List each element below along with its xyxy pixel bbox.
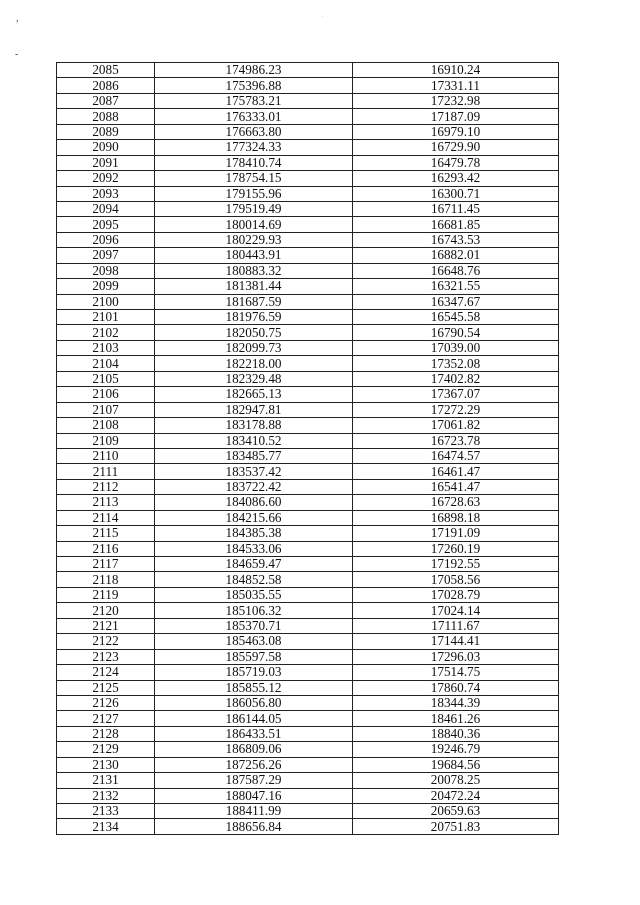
value-b-cell: 17058.56: [353, 572, 559, 587]
table-row: [57, 217, 559, 232]
value-a-cell: 183178.88: [155, 418, 353, 433]
year-cell: 2088: [57, 109, 155, 124]
value-b-cell: 16979.10: [353, 124, 559, 139]
value-a-cell: 186144.05: [155, 711, 353, 726]
value-a-cell: 182665.13: [155, 387, 353, 402]
value-b-cell: 20751.83: [353, 819, 559, 834]
value-b-cell: 20078.25: [353, 773, 559, 788]
table-row: [57, 804, 559, 819]
value-b-cell: 20472.24: [353, 788, 559, 803]
value-a-cell: 182947.81: [155, 402, 353, 417]
value-b-cell: 16545.58: [353, 310, 559, 325]
value-a-cell: 184385.38: [155, 526, 353, 541]
year-cell: 2087: [57, 93, 155, 108]
value-a-cell: 188656.84: [155, 819, 353, 834]
value-a-cell: 187256.26: [155, 757, 353, 772]
table-row: [57, 479, 559, 494]
year-cell: 2098: [57, 263, 155, 278]
year-cell: 2104: [57, 356, 155, 371]
value-a-cell: 182218.00: [155, 356, 353, 371]
table-row: [57, 665, 559, 680]
value-b-cell: 16541.47: [353, 479, 559, 494]
year-cell: 2115: [57, 526, 155, 541]
year-cell: 2134: [57, 819, 155, 834]
value-a-cell: 178754.15: [155, 171, 353, 186]
table-row: [57, 695, 559, 710]
value-b-cell: 18461.26: [353, 711, 559, 726]
value-b-cell: 17296.03: [353, 649, 559, 664]
table-row: [57, 78, 559, 93]
table-row: [57, 711, 559, 726]
table-row: [57, 680, 559, 695]
year-cell: 2103: [57, 340, 155, 355]
table-row: [57, 819, 559, 834]
table-row: [57, 63, 559, 78]
year-cell: 2117: [57, 557, 155, 572]
value-b-cell: 16347.67: [353, 294, 559, 309]
value-b-cell: 16321.55: [353, 279, 559, 294]
value-a-cell: 186809.06: [155, 742, 353, 757]
scan-speck: .: [322, 13, 324, 19]
year-cell: 2111: [57, 464, 155, 479]
value-a-cell: 181687.59: [155, 294, 353, 309]
value-b-cell: 16648.76: [353, 263, 559, 278]
value-b-cell: 16293.42: [353, 171, 559, 186]
value-a-cell: 185035.55: [155, 587, 353, 602]
table-row: [57, 742, 559, 757]
value-a-cell: 182050.75: [155, 325, 353, 340]
value-a-cell: 186433.51: [155, 726, 353, 741]
value-b-cell: 18344.39: [353, 695, 559, 710]
table-row: [57, 757, 559, 772]
table-row: [57, 433, 559, 448]
year-cell: 2097: [57, 248, 155, 263]
value-b-cell: 16910.24: [353, 63, 559, 78]
value-a-cell: 183410.52: [155, 433, 353, 448]
value-a-cell: 180443.91: [155, 248, 353, 263]
value-a-cell: 187587.29: [155, 773, 353, 788]
table-row: [57, 263, 559, 278]
table-row: [57, 93, 559, 108]
value-b-cell: 17272.29: [353, 402, 559, 417]
table-row: [57, 541, 559, 556]
value-b-cell: 16723.78: [353, 433, 559, 448]
year-cell: 2108: [57, 418, 155, 433]
value-b-cell: 16474.57: [353, 448, 559, 463]
value-a-cell: 180014.69: [155, 217, 353, 232]
value-b-cell: 17039.00: [353, 340, 559, 355]
value-b-cell: 17402.82: [353, 371, 559, 386]
year-cell: 2096: [57, 232, 155, 247]
year-cell: 2120: [57, 603, 155, 618]
value-b-cell: 17514.75: [353, 665, 559, 680]
table-row: [57, 325, 559, 340]
year-cell: 2102: [57, 325, 155, 340]
value-b-cell: 17144.41: [353, 634, 559, 649]
value-b-cell: 17860.74: [353, 680, 559, 695]
year-cell: 2105: [57, 371, 155, 386]
value-b-cell: 16300.71: [353, 186, 559, 201]
table-row: [57, 788, 559, 803]
table-row: [57, 402, 559, 417]
value-b-cell: 17352.08: [353, 356, 559, 371]
value-a-cell: 184215.66: [155, 510, 353, 525]
year-cell: 2121: [57, 618, 155, 633]
value-a-cell: 185597.58: [155, 649, 353, 664]
value-a-cell: 178410.74: [155, 155, 353, 170]
year-cell: 2128: [57, 726, 155, 741]
value-b-cell: 20659.63: [353, 804, 559, 819]
year-cell: 2129: [57, 742, 155, 757]
table-row: [57, 587, 559, 602]
table-row: [57, 340, 559, 355]
table-row: [57, 356, 559, 371]
table-row: [57, 649, 559, 664]
value-b-cell: 17028.79: [353, 587, 559, 602]
value-b-cell: 16882.01: [353, 248, 559, 263]
year-cell: 2125: [57, 680, 155, 695]
value-a-cell: 180883.32: [155, 263, 353, 278]
value-a-cell: 182099.73: [155, 340, 353, 355]
year-cell: 2093: [57, 186, 155, 201]
table-row: [57, 155, 559, 170]
year-cell: 2119: [57, 587, 155, 602]
year-cell: 2124: [57, 665, 155, 680]
year-cell: 2099: [57, 279, 155, 294]
value-a-cell: 185106.32: [155, 603, 353, 618]
year-cell: 2094: [57, 201, 155, 216]
value-b-cell: 17024.14: [353, 603, 559, 618]
year-cell: 2130: [57, 757, 155, 772]
value-a-cell: 186056.80: [155, 695, 353, 710]
value-a-cell: 175396.88: [155, 78, 353, 93]
value-b-cell: 16729.90: [353, 140, 559, 155]
table-row: [57, 186, 559, 201]
table-row: [57, 618, 559, 633]
year-cell: 2114: [57, 510, 155, 525]
year-cell: 2100: [57, 294, 155, 309]
year-cell: 2090: [57, 140, 155, 155]
table-row: [57, 773, 559, 788]
table-row: [57, 448, 559, 463]
value-a-cell: 188411.99: [155, 804, 353, 819]
value-a-cell: 184086.60: [155, 495, 353, 510]
year-cell: 2133: [57, 804, 155, 819]
value-a-cell: 184852.58: [155, 572, 353, 587]
year-cell: 2127: [57, 711, 155, 726]
table-row: [57, 603, 559, 618]
year-cell: 2106: [57, 387, 155, 402]
value-a-cell: 180229.93: [155, 232, 353, 247]
value-b-cell: 17191.09: [353, 526, 559, 541]
value-b-cell: 16728.63: [353, 495, 559, 510]
value-a-cell: 185719.03: [155, 665, 353, 680]
year-cell: 2131: [57, 773, 155, 788]
table-row: [57, 526, 559, 541]
value-a-cell: 185855.12: [155, 680, 353, 695]
value-b-cell: 16681.85: [353, 217, 559, 232]
table-row: [57, 418, 559, 433]
value-b-cell: 16461.47: [353, 464, 559, 479]
value-a-cell: 182329.48: [155, 371, 353, 386]
value-a-cell: 181976.59: [155, 310, 353, 325]
table-row: [57, 201, 559, 216]
table-row: [57, 248, 559, 263]
year-cell: 2101: [57, 310, 155, 325]
table-row: [57, 232, 559, 247]
value-a-cell: 175783.21: [155, 93, 353, 108]
value-a-cell: 184659.47: [155, 557, 353, 572]
year-cell: 2122: [57, 634, 155, 649]
value-a-cell: 179519.49: [155, 201, 353, 216]
table-row: [57, 510, 559, 525]
year-cell: 2118: [57, 572, 155, 587]
year-cell: 2113: [57, 495, 155, 510]
value-a-cell: 174986.23: [155, 63, 353, 78]
year-cell: 2110: [57, 448, 155, 463]
value-a-cell: 185370.71: [155, 618, 353, 633]
year-cell: 2132: [57, 788, 155, 803]
value-a-cell: 179155.96: [155, 186, 353, 201]
year-cell: 2095: [57, 217, 155, 232]
value-b-cell: 16898.18: [353, 510, 559, 525]
year-cell: 2085: [57, 63, 155, 78]
year-cell: 2091: [57, 155, 155, 170]
value-a-cell: 181381.44: [155, 279, 353, 294]
value-a-cell: 188047.16: [155, 788, 353, 803]
value-a-cell: 183485.77: [155, 448, 353, 463]
value-b-cell: 17232.98: [353, 93, 559, 108]
value-b-cell: 16790.54: [353, 325, 559, 340]
year-cell: 2086: [57, 78, 155, 93]
value-a-cell: 176333.01: [155, 109, 353, 124]
value-b-cell: 17331.11: [353, 78, 559, 93]
value-b-cell: 16711.45: [353, 201, 559, 216]
table-body: [57, 63, 559, 835]
value-a-cell: 183722.42: [155, 479, 353, 494]
year-cell: 2116: [57, 541, 155, 556]
value-b-cell: 17260.19: [353, 541, 559, 556]
year-cell: 2109: [57, 433, 155, 448]
value-b-cell: 18840.36: [353, 726, 559, 741]
value-b-cell: 17061.82: [353, 418, 559, 433]
table-row: [57, 310, 559, 325]
table-row: [57, 294, 559, 309]
value-b-cell: 17367.07: [353, 387, 559, 402]
year-cell: 2123: [57, 649, 155, 664]
value-b-cell: 16479.78: [353, 155, 559, 170]
value-b-cell: 16743.53: [353, 232, 559, 247]
value-a-cell: 185463.08: [155, 634, 353, 649]
value-b-cell: 19684.56: [353, 757, 559, 772]
table-row: [57, 572, 559, 587]
table-row: [57, 371, 559, 386]
table-row: [57, 495, 559, 510]
table-row: [57, 279, 559, 294]
table-row: [57, 140, 559, 155]
table-row: [57, 634, 559, 649]
table-row: [57, 171, 559, 186]
table-row: [57, 726, 559, 741]
margin-mark: ,: [16, 13, 19, 24]
table-row: [57, 109, 559, 124]
year-cell: 2089: [57, 124, 155, 139]
table-row: [57, 464, 559, 479]
margin-mark: -: [15, 49, 19, 60]
value-a-cell: 183537.42: [155, 464, 353, 479]
value-b-cell: 17187.09: [353, 109, 559, 124]
table-row: [57, 124, 559, 139]
value-a-cell: 177324.33: [155, 140, 353, 155]
year-cell: 2107: [57, 402, 155, 417]
table-row: [57, 557, 559, 572]
value-b-cell: 19246.79: [353, 742, 559, 757]
value-a-cell: 184533.06: [155, 541, 353, 556]
table-row: [57, 387, 559, 402]
value-a-cell: 176663.80: [155, 124, 353, 139]
data-table: [56, 62, 559, 835]
value-b-cell: 17111.67: [353, 618, 559, 633]
value-b-cell: 17192.55: [353, 557, 559, 572]
year-cell: 2112: [57, 479, 155, 494]
year-cell: 2092: [57, 171, 155, 186]
year-cell: 2126: [57, 695, 155, 710]
